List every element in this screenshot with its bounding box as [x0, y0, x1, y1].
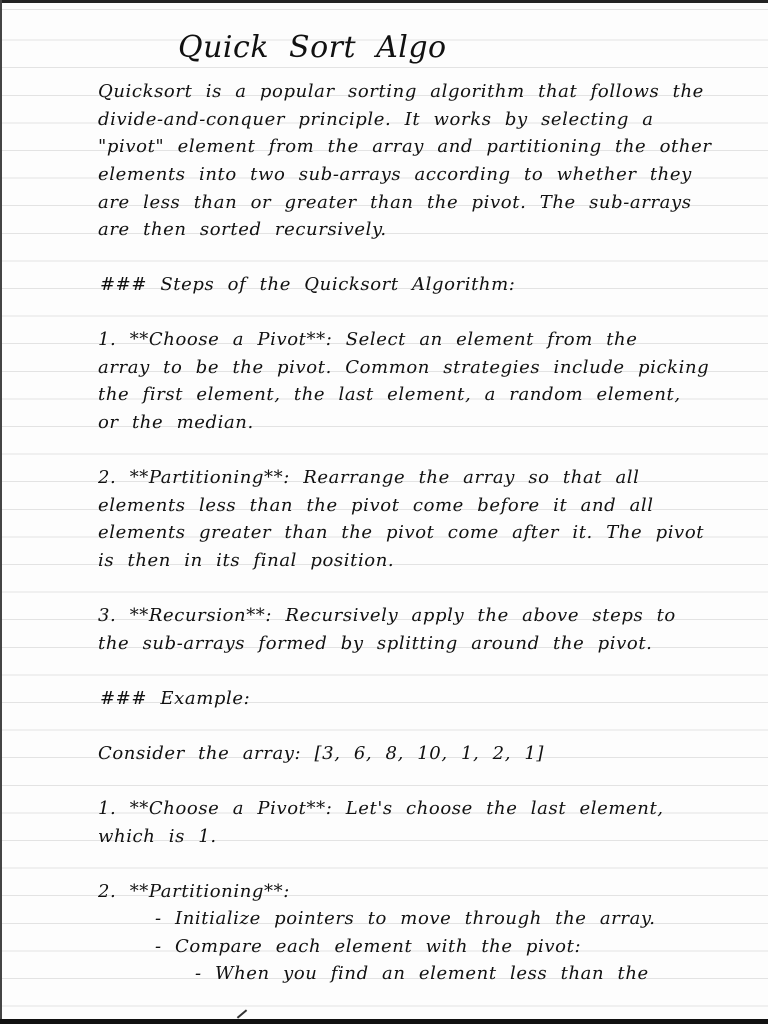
text-line: Quicksort is a popular sorting algorithm that follows the	[98, 81, 704, 102]
text-line: are then sorted recursively.	[98, 219, 387, 240]
text-line: are less than or greater than the pivot. The sub-arrays	[98, 192, 692, 213]
text-line: elements into two sub-arrays according to whether they	[98, 164, 692, 185]
bullet-line: - Compare each element with the pivot:	[155, 936, 582, 957]
bullet-line: - When you find an element less than the	[195, 963, 649, 984]
text-line: "pivot" element from the array and partitioning the other	[98, 136, 712, 157]
text-line: the first element, the last element, a random element,	[98, 384, 681, 405]
text-line: 2. **Partitioning**: Rearrange the array so that all	[98, 467, 640, 488]
text-line: elements less than the pivot come before it and all	[98, 495, 654, 516]
text-line: which is 1.	[98, 826, 217, 847]
text-line: 2. **Partitioning**:	[98, 881, 290, 902]
text-line: 1. **Choose a Pivot**: Select an element from the	[98, 329, 638, 350]
section-heading: ### Steps of the Quicksort Algorithm:	[100, 274, 516, 295]
page-left-border	[0, 0, 2, 1024]
page-title: Quick Sort Algo	[178, 30, 447, 65]
bullet-line: - Initialize pointers to move through the array.	[155, 908, 656, 929]
text-line: Consider the array: [3, 6, 8, 10, 1, 2, 1]	[98, 743, 545, 764]
text-line: 3. **Recursion**: Recursively apply the above steps to	[98, 605, 676, 626]
page-top-border	[0, 0, 768, 3]
text-line: the sub-arrays formed by splitting around the pivot.	[98, 633, 653, 654]
text-line: is then in its final position.	[98, 550, 395, 571]
text-line: 1. **Choose a Pivot**: Let's choose the last element,	[98, 798, 664, 819]
text-line: divide-and-conquer principle. It works by selecting a	[98, 109, 654, 130]
page-bottom-border	[0, 1019, 768, 1024]
text-line: or the median.	[98, 412, 254, 433]
section-heading: ### Example:	[100, 688, 251, 709]
text-line: elements greater than the pivot come after it. The pivot	[98, 522, 705, 543]
text-line: array to be the pivot. Common strategies include picking	[98, 357, 710, 378]
